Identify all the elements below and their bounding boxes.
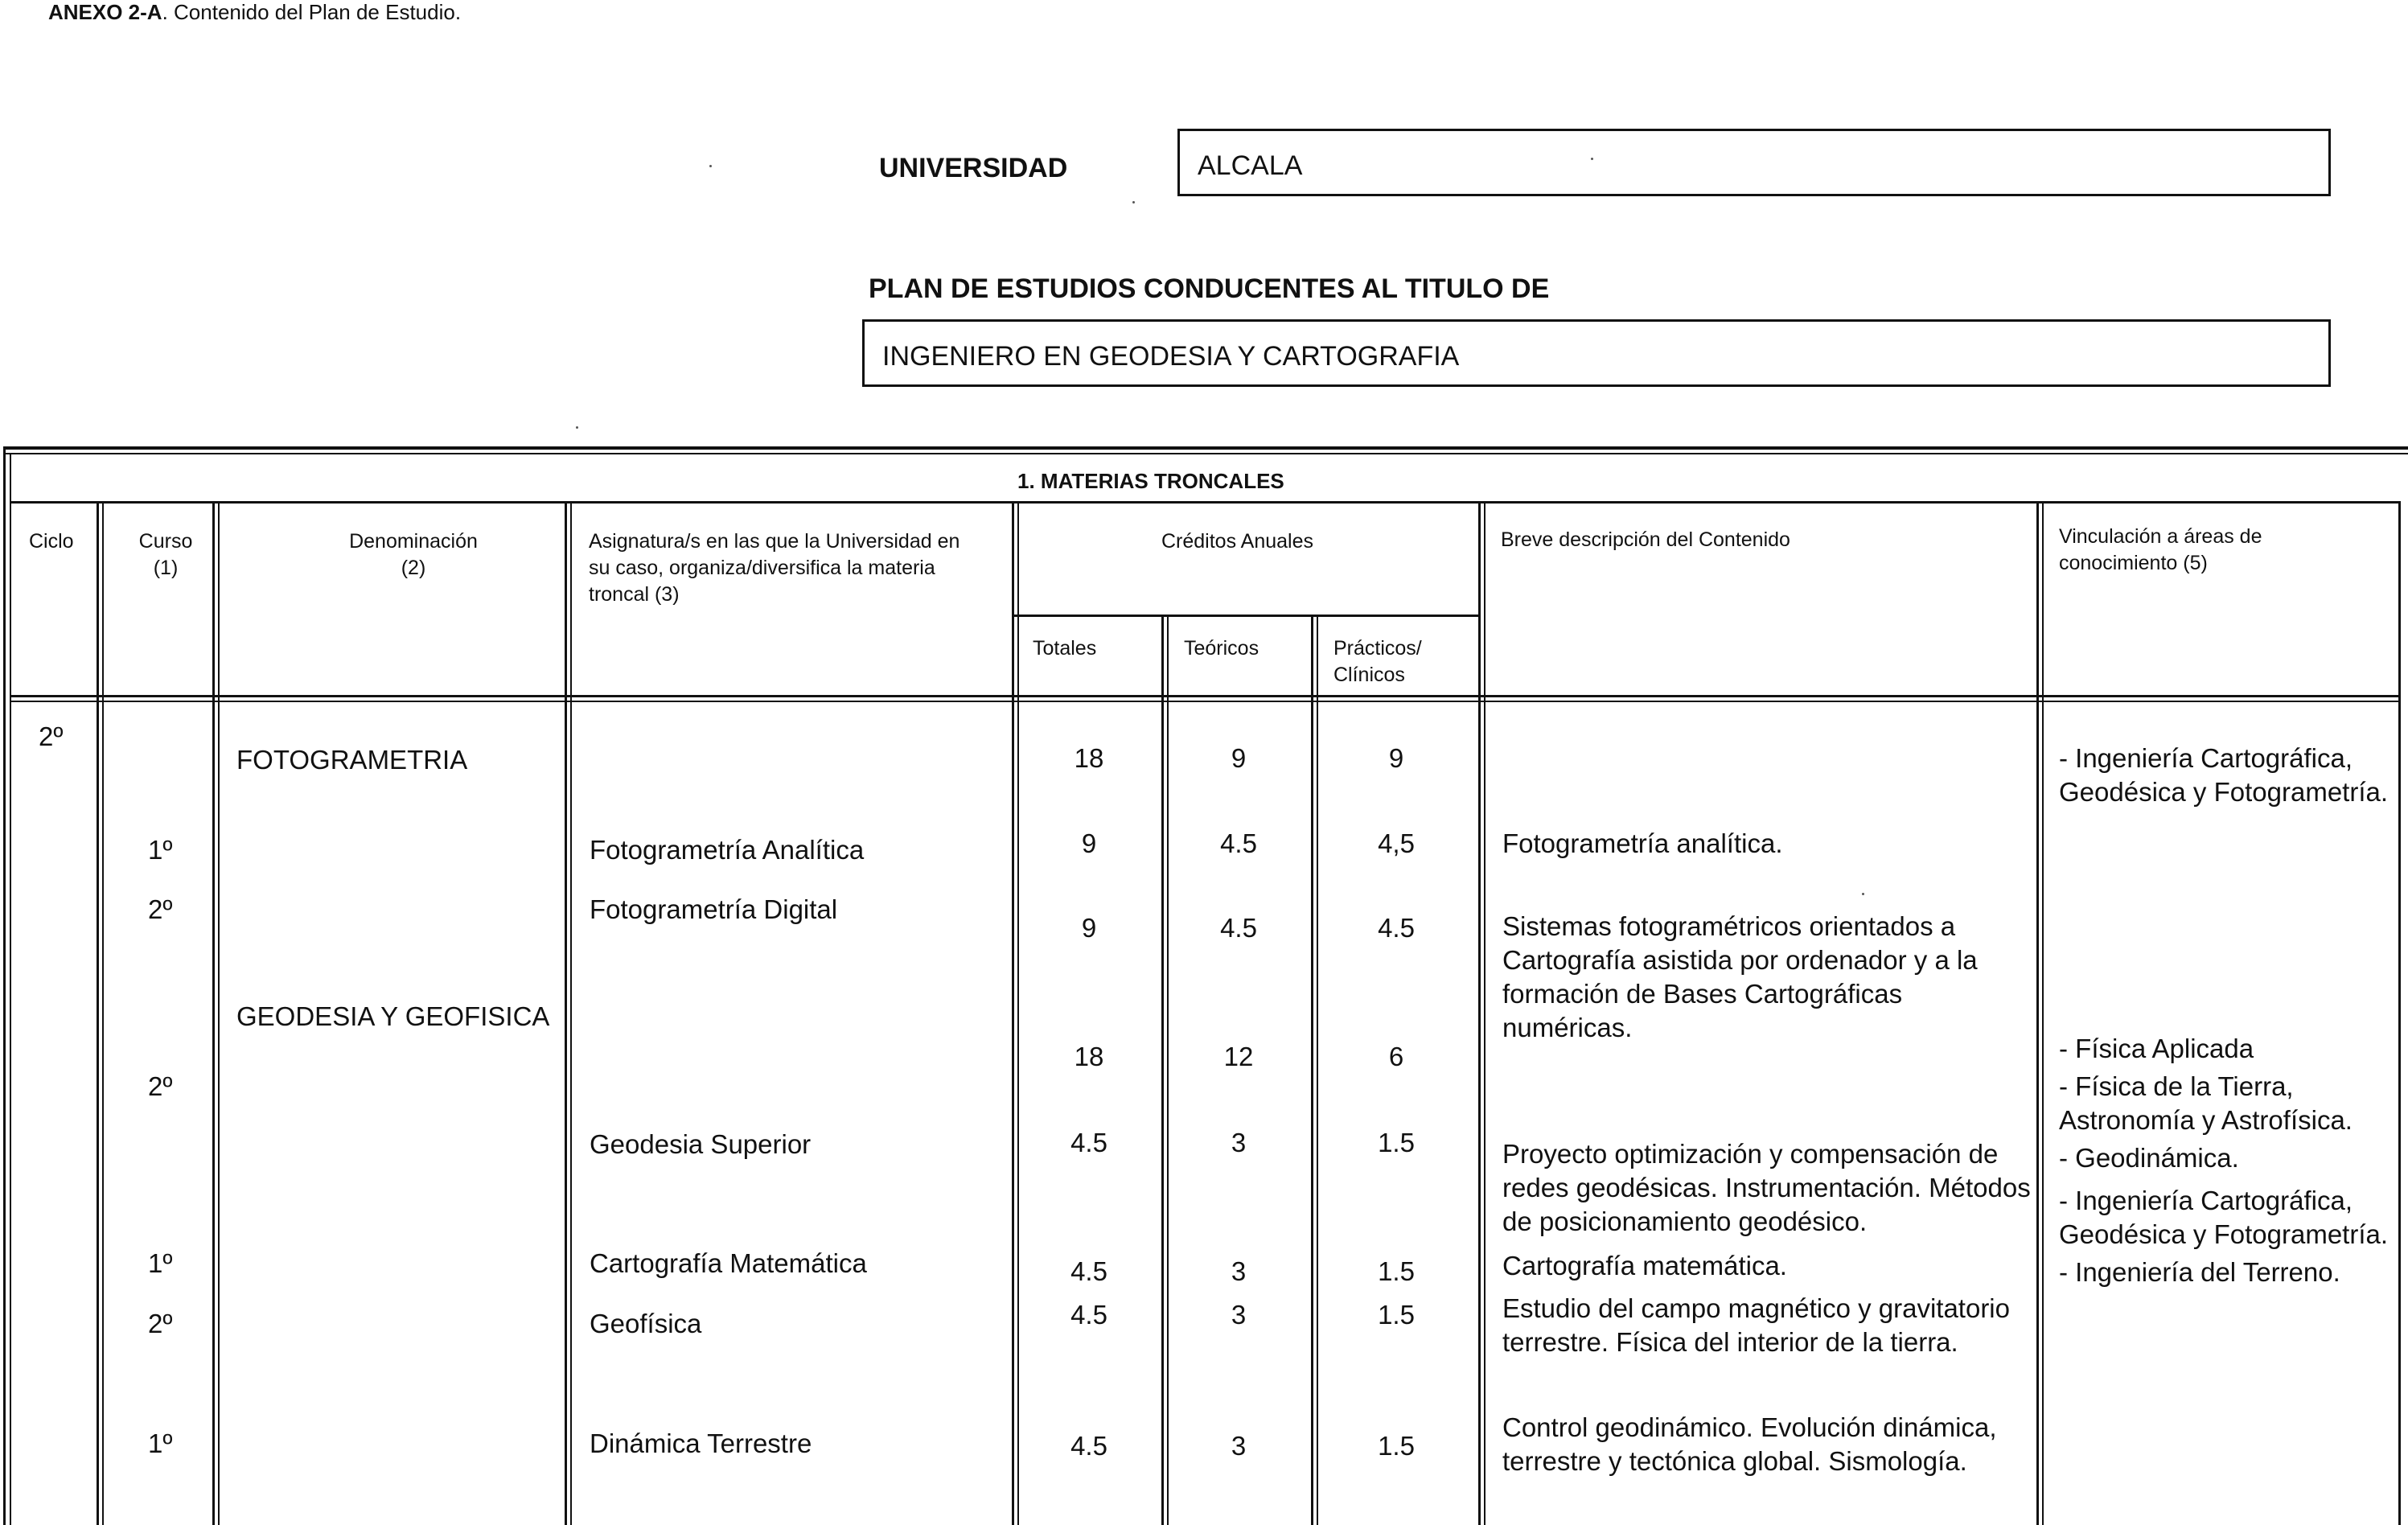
materia-curso: 2º: [148, 1071, 173, 1101]
col-sep-teoricos: [1311, 615, 1313, 1525]
scan-speck: [576, 426, 578, 429]
annex-heading-rest: . Contenido del Plan de Estudio.: [162, 0, 462, 24]
universidad-label: UNIVERSIDAD: [879, 153, 1068, 183]
materia-areas: [2059, 1028, 2388, 1293]
desc-line: formación de Bases Cartográficas: [1502, 979, 1903, 1009]
desc-line: Cartografía asistida por ordenador y a la: [1502, 945, 1978, 975]
header-descripcion: Breve descripción del Contenido: [1501, 528, 1790, 551]
asignatura-practicos: 1.5: [1378, 1256, 1415, 1286]
materia-teoricos: 9: [1231, 743, 1247, 773]
desc-line: terrestre. Física del interior de la tierra.: [1502, 1327, 1958, 1357]
scan-speck: [1862, 893, 1864, 895]
header-practicos-line: Prácticos/: [1333, 637, 1422, 660]
area-line: - Ingeniería del Terreno.: [2059, 1257, 2340, 1287]
materia-totales: 18: [1074, 1042, 1104, 1071]
asignatura-practicos: 4,5: [1378, 828, 1415, 858]
header-denominacion: [325, 528, 502, 582]
desc-line: Proyecto optimización y compensación de: [1502, 1139, 1999, 1169]
header-asignatura-line: troncal (3): [589, 583, 680, 606]
header-denominacion-line: (2): [401, 557, 426, 579]
col-sep-ciclo: [97, 503, 99, 1525]
col-sep-creditos: [1478, 503, 1481, 1525]
header-curso-line: (1): [153, 557, 179, 579]
asignatura-desc: [1502, 1411, 1997, 1478]
area-line: - Física de la Tierra,: [2059, 1071, 2294, 1101]
materia-areas: [2059, 742, 2388, 809]
col-sep-asignatura: [1012, 503, 1014, 1525]
asignatura-name: Geofísica: [590, 1309, 702, 1338]
scan-speck: [1591, 158, 1593, 160]
col-sep-descripcion-b: [2042, 503, 2044, 1525]
header-practicos-line: Clínicos: [1333, 664, 1405, 686]
desc-line: Sistemas fotogramétricos orientados a: [1502, 911, 1956, 941]
asignatura-totales: 4.5: [1070, 1431, 1107, 1461]
asignatura-curso: 1º: [148, 835, 173, 865]
materia-teoricos: 12: [1223, 1042, 1254, 1071]
area-line: - Ingeniería Cartográfica,: [2059, 743, 2353, 773]
asignatura-desc: [1502, 1292, 2010, 1359]
asignatura-totales: 4.5: [1070, 1300, 1107, 1330]
col-sep-creditos-b: [1484, 503, 1485, 1525]
asignatura-desc: [1502, 827, 1783, 861]
asignatura-desc: [1502, 1137, 2031, 1239]
table-top-border: [3, 446, 2408, 450]
header-practicos: [1333, 635, 1422, 689]
asignatura-practicos: 4.5: [1378, 913, 1415, 943]
materia-practicos: 9: [1388, 743, 1404, 773]
area-line: Geodésica y Fotogrametría.: [2059, 1219, 2389, 1249]
asignatura-curso: 1º: [148, 1248, 173, 1278]
col-sep-totales: [1161, 615, 1164, 1525]
universidad-value: ALCALA: [1198, 150, 1303, 181]
asignatura-teoricos: 4.5: [1220, 828, 1257, 858]
asignatura-desc: [1502, 910, 1978, 1045]
desc-line: Cartografía matemática.: [1502, 1251, 1787, 1280]
scan-speck: [709, 165, 712, 167]
header-denominacion-line: Denominación: [349, 530, 478, 553]
col-sep-totales-b: [1167, 615, 1169, 1525]
desc-line: Control geodinámico. Evolución dinámica,: [1502, 1412, 1997, 1442]
materia-totales: 18: [1074, 743, 1104, 773]
header-curso-line: Curso: [138, 530, 193, 553]
annex-heading: [48, 0, 461, 25]
desc-line: de posicionamiento geodésico.: [1502, 1206, 1868, 1236]
asignatura-practicos: 1.5: [1378, 1128, 1415, 1157]
header-bottom-border: [10, 695, 2401, 697]
header-curso: [132, 528, 199, 582]
header-vinculacion: [2059, 524, 2262, 577]
asignatura-name: Geodesia Superior: [590, 1129, 812, 1159]
area-line: - Física Aplicada: [2059, 1034, 2254, 1063]
asignatura-totales: 9: [1081, 828, 1097, 858]
asignatura-teoricos: 3: [1231, 1300, 1247, 1330]
header-vinculacion-line: conocimiento (5): [2059, 552, 2208, 574]
header-asignatura-line: su caso, organiza/diversifica la materia: [589, 557, 935, 579]
header-totales: Totales: [1033, 637, 1097, 660]
asignatura-curso: 2º: [148, 894, 173, 924]
table-left-border: [3, 446, 6, 1525]
table-left-border-inner: [10, 453, 11, 1525]
asignatura-teoricos: 4.5: [1220, 913, 1257, 943]
asignatura-teoricos: 3: [1231, 1431, 1247, 1461]
desc-line: Fotogrametría analítica.: [1502, 828, 1783, 858]
desc-line: terrestre y tectónica global. Sismología.: [1502, 1446, 1967, 1476]
materia-practicos: 6: [1388, 1042, 1404, 1071]
header-teoricos: Teóricos: [1184, 637, 1259, 660]
asignatura-desc: [1502, 1249, 1787, 1283]
desc-line: numéricas.: [1502, 1013, 1633, 1042]
area-line: Astronomía y Astrofísica.: [2059, 1105, 2353, 1135]
materia-name: FOTOGRAMETRIA: [236, 745, 468, 775]
creditos-subheader-line: [1014, 615, 1481, 617]
plan-title-value: INGENIERO EN GEODESIA Y CARTOGRAFIA: [882, 341, 1460, 372]
asignatura-teoricos: 3: [1231, 1128, 1247, 1157]
asignatura-name: Cartografía Matemática: [590, 1248, 867, 1278]
header-creditos: Créditos Anuales: [1161, 530, 1314, 553]
area-line: Geodésica y Fotogrametría.: [2059, 777, 2389, 807]
header-ciclo: Ciclo: [29, 530, 74, 553]
desc-line: redes geodésicas. Instrumentación. Métodos: [1502, 1173, 2031, 1202]
asignatura-name: Fotogrametría Analítica: [590, 835, 865, 865]
plan-title-box: [862, 319, 2331, 387]
area-line: - Ingeniería Cartográfica,: [2059, 1186, 2353, 1215]
header-bottom-border-b: [10, 701, 2401, 702]
table-top-border-inner: [3, 453, 2408, 454]
asignatura-name: Fotogrametría Digital: [590, 894, 838, 924]
asignatura-teoricos: 3: [1231, 1256, 1247, 1286]
col-sep-denominacion-b: [570, 503, 572, 1525]
col-sep-curso: [212, 503, 215, 1525]
col-sep-teoricos-b: [1317, 615, 1318, 1525]
asignatura-name: Dinámica Terrestre: [590, 1428, 812, 1458]
materia-name: GEODESIA Y GEOFISICA: [236, 1001, 550, 1031]
asignatura-curso: 1º: [148, 1428, 173, 1458]
col-sep-ciclo-b: [102, 503, 104, 1525]
header-asignatura: [589, 528, 960, 608]
asignatura-curso: 2º: [148, 1309, 173, 1338]
plan-label: PLAN DE ESTUDIOS CONDUCENTES AL TITULO DE: [869, 273, 1550, 304]
area-line: - Geodinámica.: [2059, 1143, 2239, 1173]
table-title: 1. MATERIAS TRONCALES: [1017, 469, 1284, 493]
table-right-border: [2398, 503, 2401, 1525]
scan-speck: [1132, 201, 1135, 203]
asignatura-totales: 4.5: [1070, 1256, 1107, 1286]
col-sep-asignatura-b: [1017, 503, 1019, 1525]
asignatura-totales: 9: [1081, 913, 1097, 943]
header-vinculacion-line: Vinculación a áreas de: [2059, 525, 2262, 548]
universidad-box: [1177, 129, 2331, 196]
annex-heading-bold: ANEXO 2-A: [48, 0, 162, 24]
desc-line: Estudio del campo magnético y gravitatorio: [1502, 1293, 2010, 1323]
asignatura-practicos: 1.5: [1378, 1431, 1415, 1461]
asignatura-totales: 4.5: [1070, 1128, 1107, 1157]
header-asignatura-line: Asignatura/s en las que la Universidad en: [589, 530, 960, 553]
col-sep-curso-b: [218, 503, 220, 1525]
asignatura-practicos: 1.5: [1378, 1300, 1415, 1330]
col-sep-descripcion: [2036, 503, 2039, 1525]
ciclo-value: 2º: [39, 721, 64, 751]
col-sep-denominacion: [565, 503, 567, 1525]
